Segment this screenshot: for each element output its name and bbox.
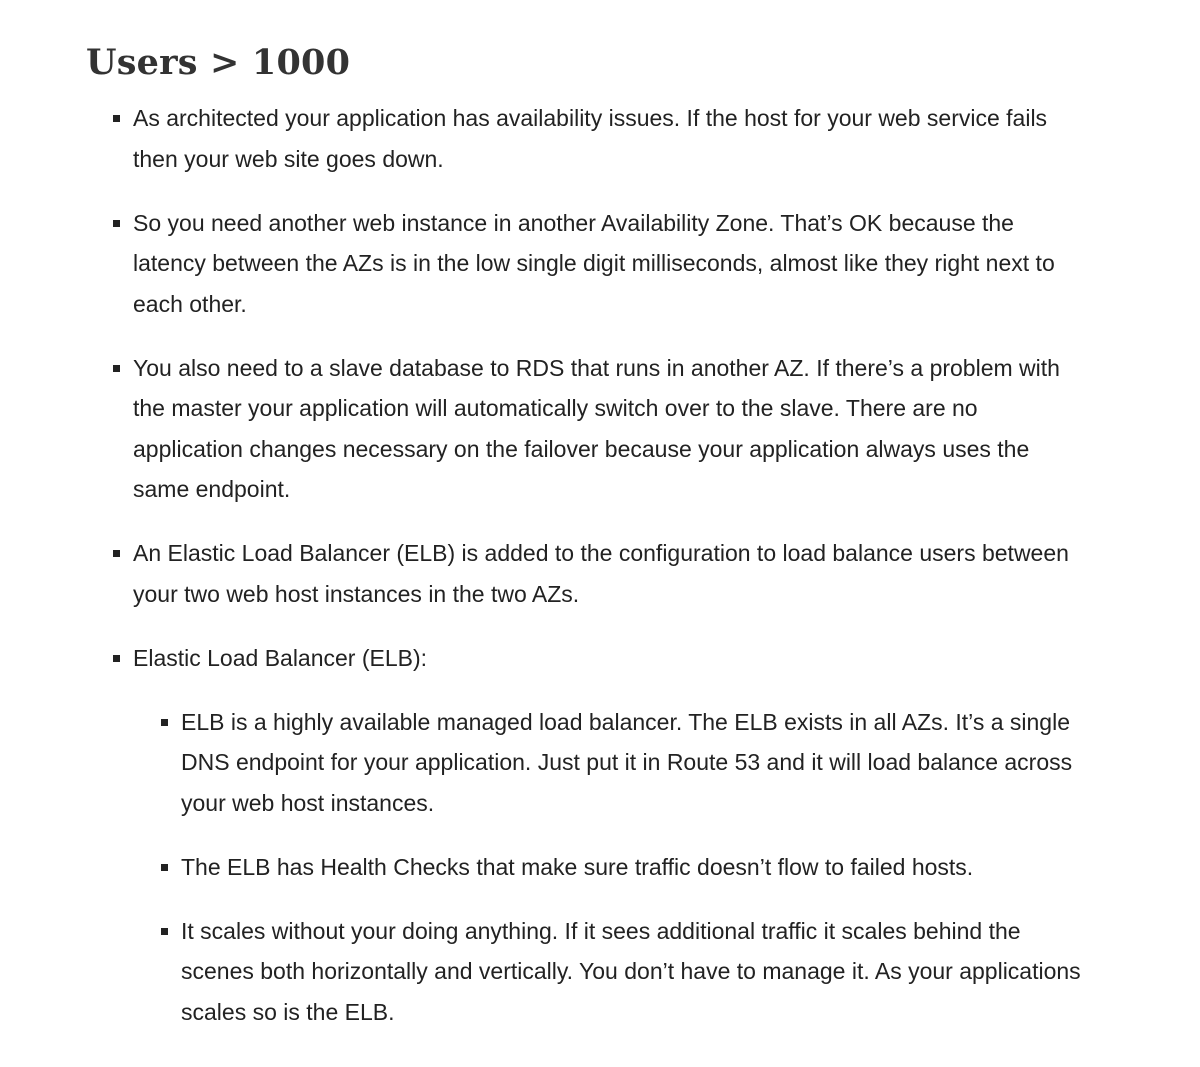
list-item [133, 348, 1086, 510]
list-item-text: An Elastic Load Balancer (ELB) is added to the configuration to load balance users between your two web host instances in the two AZs. [133, 540, 1069, 607]
article-content [86, 36, 1086, 1056]
list-item-text: You also need to a slave database to RDS that runs in another AZ. If there’s a problem with the master your application will automatically switch over to the slave. There are no application changes necessary on the failover because your application always uses the same endpoint. [133, 354, 1060, 502]
section-heading: Users > 1000 [86, 42, 351, 83]
list-item [133, 98, 1086, 179]
nested-bullet-list [133, 702, 1086, 1033]
nested-list-item [181, 847, 1086, 888]
list-item [133, 533, 1086, 614]
list-item-text: It scales without your doing anything. If it sees additional traffic it scales behind the scenes both horizontally and vertically. You don’t have to manage it. As your applications scales so is the ELB. [181, 917, 1081, 1025]
list-item-text: ELB is a highly available managed load balancer. The ELB exists in all AZs. It’s a single DNS endpoint for your application. Just put it in Route 53 and it will load balance across your web host instances. [181, 708, 1073, 816]
list-item-text: Elastic Load Balancer (ELB): [133, 644, 428, 671]
list-item-text: The ELB has Health Checks that make sure traffic doesn’t flow to failed hosts. [181, 853, 974, 880]
list-item-text: As architected your application has availability issues. If the host for your web service fails then your web site goes down. [133, 105, 1048, 172]
list-item [133, 203, 1086, 325]
list-item [133, 638, 1086, 1033]
bullet-list [86, 98, 1086, 1032]
nested-list-item [181, 911, 1086, 1033]
list-item-text: So you need another web instance in another Availability Zone. That’s OK because the latency between the AZs is in the low single digit milliseconds, almost like they right next to each other. [133, 209, 1055, 317]
nested-list-item [181, 702, 1086, 824]
